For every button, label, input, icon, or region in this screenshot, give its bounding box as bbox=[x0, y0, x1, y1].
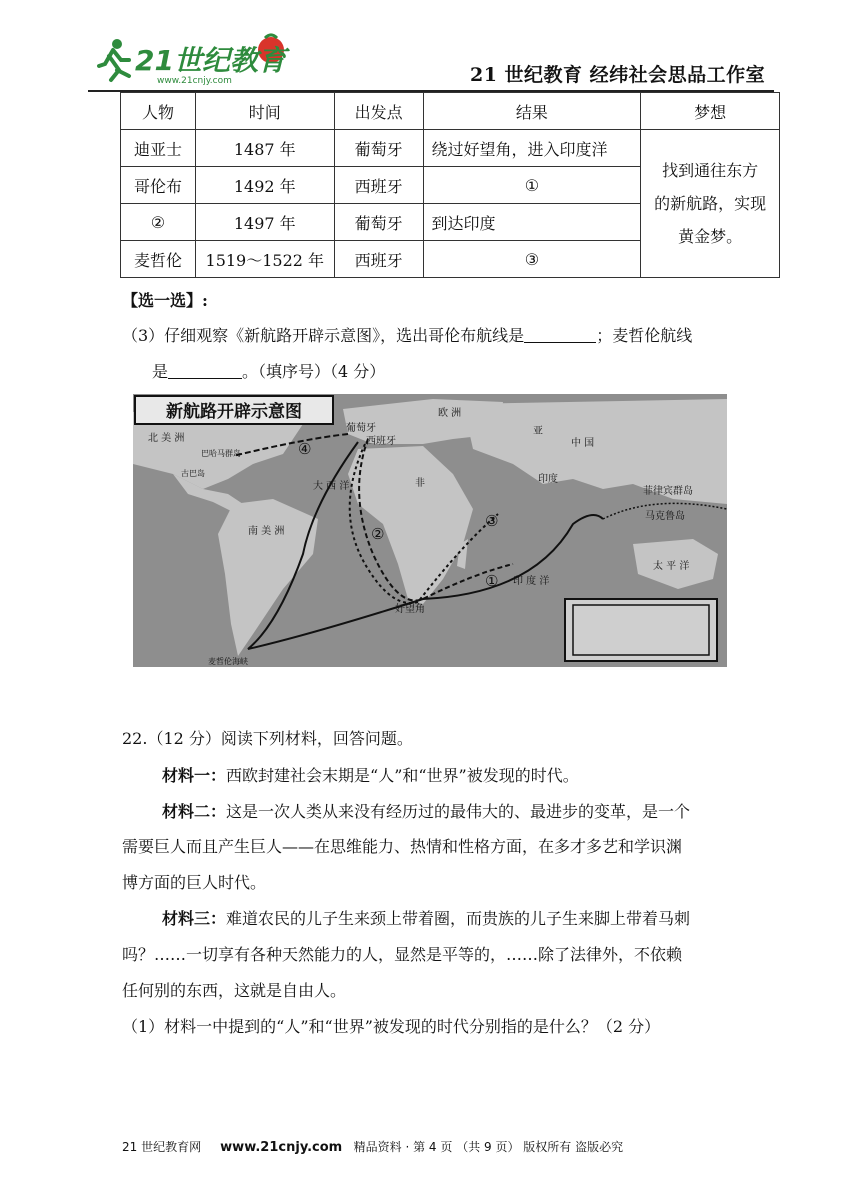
col-header-time: 时间 bbox=[195, 93, 334, 130]
material-2-line1 bbox=[162, 799, 690, 822]
label-atlantic: 大 西 洋 bbox=[313, 481, 350, 492]
label-asia: 亚 bbox=[533, 426, 543, 437]
material-3-label: 材料三： bbox=[162, 909, 227, 928]
material-1 bbox=[162, 763, 579, 786]
material-1-label: 材料一： bbox=[162, 766, 227, 785]
q3-text: 。（填序号）（4 分） bbox=[242, 362, 386, 381]
voyage-table bbox=[120, 92, 780, 278]
label-cuba: 古巴岛 bbox=[181, 469, 205, 478]
cell-dream bbox=[641, 130, 780, 278]
label-philippines: 菲律宾群岛 bbox=[643, 486, 693, 497]
dream-line: 的新航路，实现 bbox=[654, 194, 767, 213]
material-2-line2: 需要巨人而且产生巨人——在思维能力、热情和性格方面，在多才多艺和学识渊 bbox=[122, 837, 683, 856]
cell-origin: 葡萄牙 bbox=[334, 130, 423, 167]
material-3-line3: 任何别的东西，这就是自由人。 bbox=[122, 981, 347, 1000]
page-footer bbox=[122, 1138, 623, 1155]
section-label: 【选一选】: bbox=[122, 291, 208, 310]
map-title: 新航路开辟示意图 bbox=[166, 402, 302, 422]
col-header-result: 结果 bbox=[423, 93, 641, 130]
route-marker-1: ① bbox=[485, 572, 499, 590]
route-marker-4: ④ bbox=[298, 440, 312, 458]
label-europe: 欧 洲 bbox=[438, 408, 462, 419]
q3-text: ；麦哲伦航线 bbox=[596, 326, 693, 345]
q3-text: 是 bbox=[152, 362, 169, 381]
label-magellan-strait: 麦哲伦海峡 bbox=[208, 657, 248, 666]
runner-icon bbox=[99, 39, 129, 80]
material-3-line1 bbox=[162, 906, 690, 929]
cell-person: 麦哲伦 bbox=[121, 241, 196, 278]
label-indian-ocean: 印 度 洋 bbox=[513, 576, 550, 587]
material-2-label: 材料二： bbox=[162, 802, 227, 821]
cell-result: 到达印度 bbox=[423, 204, 641, 241]
logo-text: 21世纪教育 bbox=[135, 44, 286, 77]
cell-origin: 西班牙 bbox=[334, 241, 423, 278]
cell-origin: 葡萄牙 bbox=[334, 204, 423, 241]
cell-time: 1497 年 bbox=[195, 204, 334, 241]
label-maluku: 马克鲁岛 bbox=[645, 511, 685, 522]
question-22-1: （1）材料一中提到的“人”和“世界”被发现的时代分别指的是什么？（2 分） bbox=[122, 1017, 661, 1036]
label-pacific: 太 平 洋 bbox=[653, 561, 690, 572]
label-portugal: 葡萄牙 bbox=[346, 423, 376, 434]
cell-person: 哥伦布 bbox=[121, 167, 196, 204]
material-3-line2: 吗？……一切享有各种天然能力的人，显然是平等的，……除了法律外，不依赖 bbox=[122, 945, 683, 964]
cell-time: 1487 年 bbox=[195, 130, 334, 167]
label-africa: 非 bbox=[415, 478, 425, 489]
site-logo bbox=[95, 30, 295, 86]
table-row bbox=[121, 130, 780, 167]
material-2-text: 这是一次人类从来没有经历过的最伟大的、最进步的变革，是一个 bbox=[226, 802, 691, 821]
col-header-origin: 出发点 bbox=[334, 93, 423, 130]
footer-rest: 精品资料 · 第 4 页 （共 9 页） 版权所有 盗版必究 bbox=[353, 1140, 624, 1154]
question-3-line1 bbox=[122, 323, 692, 346]
material-3-text: 难道农民的儿子生来颈上带着圈，而贵族的儿子生来脚上带着马刺 bbox=[226, 909, 691, 928]
label-bahamas: 巴哈马群岛 bbox=[201, 449, 241, 458]
route-marker-2: ② bbox=[371, 525, 385, 543]
cell-person: 迪亚士 bbox=[121, 130, 196, 167]
label-north-america: 北 美 洲 bbox=[148, 433, 185, 444]
cell-result: ① bbox=[423, 167, 641, 204]
route-marker-3: ③ bbox=[485, 512, 499, 530]
logo-url: www.21cnjy.com bbox=[157, 76, 232, 86]
cell-person: ② bbox=[121, 204, 196, 241]
col-header-person: 人物 bbox=[121, 93, 196, 130]
label-china: 中 国 bbox=[571, 438, 595, 449]
dream-line: 黄金梦。 bbox=[678, 227, 743, 246]
question-3-line2 bbox=[152, 359, 385, 382]
cell-result: 绕过好望角，进入印度洋 bbox=[423, 130, 641, 167]
cell-origin: 西班牙 bbox=[334, 167, 423, 204]
material-2-line3: 博方面的巨人时代。 bbox=[122, 873, 267, 892]
label-spain: 西班牙 bbox=[366, 436, 396, 447]
table-header-row bbox=[121, 93, 780, 130]
label-india: 印度 bbox=[538, 474, 558, 485]
footer-site: 21 世纪教育网 bbox=[122, 1140, 202, 1154]
answer-blank-columbus[interactable] bbox=[524, 326, 596, 343]
new-routes-map bbox=[133, 394, 727, 667]
cell-time: 1492 年 bbox=[195, 167, 334, 204]
question-22-intro: 22.（12 分）阅读下列材料，回答问题。 bbox=[122, 729, 413, 748]
answer-blank-magellan[interactable] bbox=[168, 362, 242, 379]
col-header-dream: 梦想 bbox=[641, 93, 780, 130]
label-cape: 好望角 bbox=[395, 604, 425, 615]
dream-line: 找到通往东方 bbox=[662, 161, 759, 180]
cell-result: ③ bbox=[423, 241, 641, 278]
footer-url[interactable]: www.21cnjy.com bbox=[220, 1140, 343, 1155]
brand-title: 21 世纪教育 经纬社会思品工作室 bbox=[470, 64, 766, 86]
cell-time: 1519～1522 年 bbox=[195, 241, 334, 278]
q3-text: （3）仔细观察《新航路开辟示意图》，选出哥伦布航线是 bbox=[122, 326, 525, 345]
material-1-text: 西欧封建社会末期是“人”和“世界”被发现的时代。 bbox=[226, 766, 579, 785]
label-south-america: 南 美 洲 bbox=[248, 526, 285, 537]
